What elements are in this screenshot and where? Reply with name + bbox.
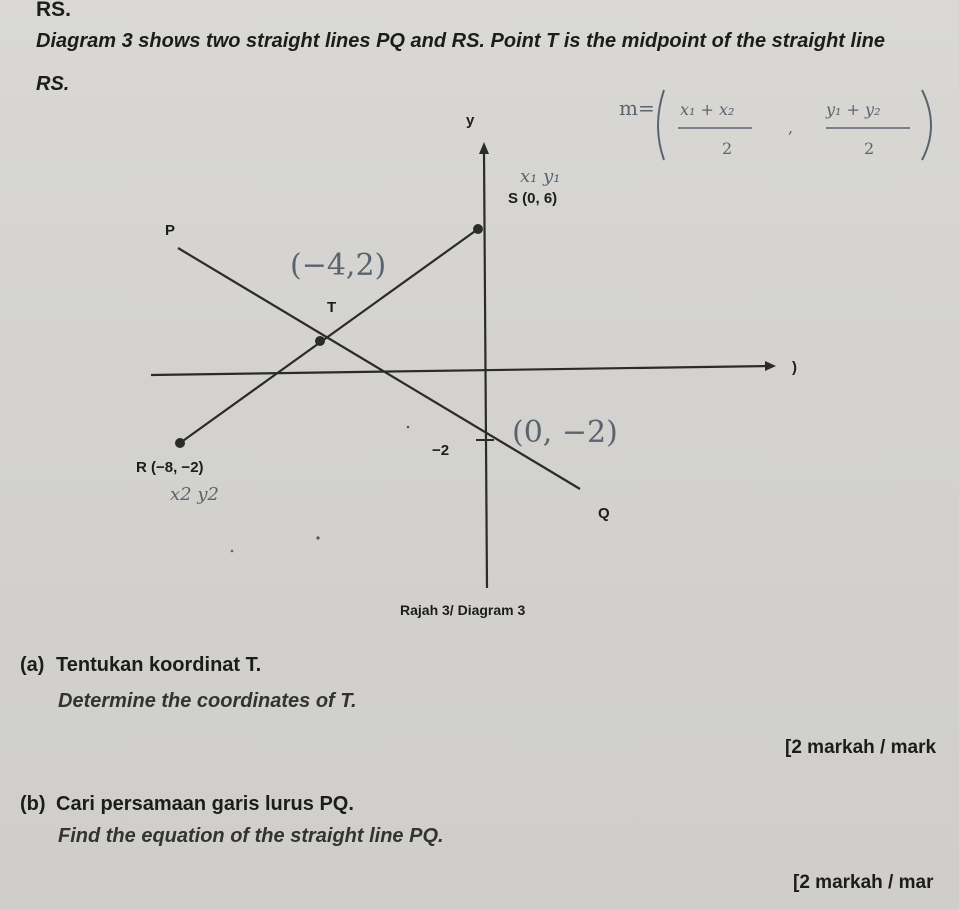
handwritten-x-denominator: 2 <box>722 139 733 158</box>
point-s-dot <box>473 224 483 234</box>
y-axis-arrow <box>479 142 489 154</box>
paper-speck <box>407 426 410 429</box>
point-r-dot <box>175 438 185 448</box>
handwritten-open-paren <box>658 90 664 160</box>
question-a-malay: Tentukan koordinat T. <box>56 654 262 676</box>
handwritten-close-paren <box>922 90 931 160</box>
handwritten-r-vars: x2 y2 <box>170 484 219 505</box>
header-fragment: RS. <box>36 0 72 21</box>
paper-speck <box>316 536 319 539</box>
question-a-marks: [2 markah / mark <box>785 737 937 758</box>
question-a-english: Determine the coordinates of T. <box>58 690 357 712</box>
y-axis-label: y <box>466 112 475 129</box>
handwritten-x-numerator: x₁ + x₂ <box>680 100 735 119</box>
handwritten-intercept-coordinate: (0, −2) <box>512 415 618 450</box>
point-t-dot <box>315 336 325 346</box>
x-axis-label: ) <box>792 359 797 376</box>
handwritten-m: m= <box>619 96 655 120</box>
intro-line-1: Diagram 3 shows two straight lines PQ and RS. Point T is the midpoint of the straight line <box>36 30 885 52</box>
intro-line-2: RS. <box>36 73 70 95</box>
label-point-s: S (0, 6) <box>508 190 558 207</box>
line-pq <box>178 248 580 489</box>
question-b-english: Find the equation of the straight line PQ. <box>58 825 444 847</box>
question-b-label: (b) <box>20 793 46 815</box>
handwritten-t-coordinate: (−4,2) <box>290 248 387 283</box>
label-point-p: P <box>165 222 176 239</box>
paper-speck <box>231 550 234 553</box>
question-a-label: (a) <box>20 654 45 676</box>
diagram-caption: Rajah 3/ Diagram 3 <box>400 602 526 618</box>
label-point-t: T <box>327 299 337 316</box>
handwritten-comma: , <box>788 118 794 137</box>
x-axis <box>151 366 770 375</box>
handwritten-y-denominator: 2 <box>864 139 875 158</box>
label-point-q: Q <box>598 505 610 522</box>
x-axis-arrow <box>765 361 776 371</box>
handwritten-y-numerator: y₁ + y₂ <box>826 100 881 119</box>
label-point-r: R (−8, −2) <box>136 459 204 476</box>
question-b-marks: [2 markah / mar <box>793 872 934 893</box>
y-axis <box>484 152 487 588</box>
question-b-malay: Cari persamaan garis lurus PQ. <box>56 793 354 815</box>
y-intercept-label: −2 <box>432 442 450 459</box>
handwritten-s-vars: x₁ y₁ <box>520 166 561 187</box>
